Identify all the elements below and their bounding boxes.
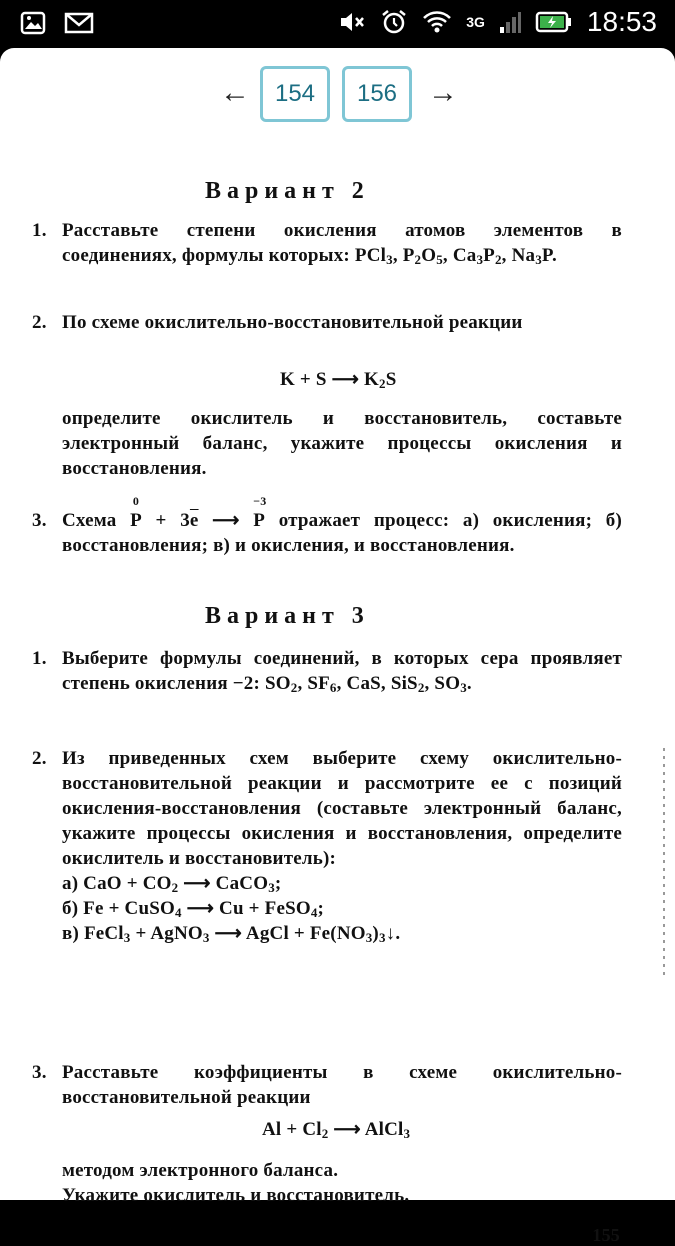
variant-2-task-2 bbox=[32, 310, 622, 335]
next-page-button[interactable]: 156 bbox=[342, 66, 412, 122]
option-a: а) CaO + $CO_2$ ⟶ CaCO$_3$; bbox=[62, 873, 282, 895]
oxidation-label: 0 bbox=[132, 494, 140, 508]
variant-3-task-1 bbox=[32, 646, 622, 696]
mute-icon bbox=[338, 9, 366, 35]
variant-3-title: Вариант 3 bbox=[205, 603, 370, 629]
task-text: Расставьте степени окисления атомов элементов в соединениях, формулы которых: bbox=[62, 220, 622, 266]
alarm-icon bbox=[380, 8, 408, 36]
variant-3-task-3-continued bbox=[62, 1158, 622, 1208]
task-text: Расставьте коэффициенты в схеме окислительно-восстановительной реакции bbox=[62, 1062, 622, 1108]
task-text: определите окислитель и восстановитель, составьте электронный баланс, укажите процессы окисления и восстановления. bbox=[62, 408, 622, 479]
task-formulas: PCl$_3$, $P_2O_5$, $Ca_3P_2$, $Na_3P$. bbox=[354, 245, 557, 267]
reader-page bbox=[0, 48, 675, 1245]
task-number: 2. bbox=[32, 312, 47, 333]
system-icons bbox=[338, 6, 657, 38]
task-text: отражает процесс: а) окисления; б) восстановления; в) и окисления, и восстановления. bbox=[62, 510, 622, 556]
variant-2-title: Вариант 2 bbox=[205, 178, 370, 204]
status-bar bbox=[0, 0, 675, 48]
task-text: Укажите окислитель и восстановитель. bbox=[62, 1185, 410, 1206]
wifi-icon bbox=[422, 9, 452, 35]
page-navigation bbox=[0, 66, 675, 126]
notification-icons bbox=[20, 10, 94, 36]
option-b: б) Fe + CuSO$_4$ ⟶ Cu + FeSO$_4$; bbox=[62, 898, 325, 920]
mail-icon bbox=[64, 10, 94, 36]
reaction-equation: K + S ⟶ $K_2S$ bbox=[280, 369, 397, 391]
task-text: По схеме окислительно-восстановительной реакции bbox=[62, 312, 523, 333]
oxidation-state-0: 0 P bbox=[130, 508, 142, 533]
task-text: Из приведенных схем выберите схему окислительно-восстановительной реакции и рассмотрите ее с позиций окисления-восстановления (составьте электронный баланс, укажите процессы окисления и восстановления, определите окислитель и восстановитель): bbox=[62, 748, 622, 869]
task-lead: Схема bbox=[62, 510, 117, 531]
task-formulas: $SO_2$, $SF_6$, CaS, SiS$_2$, $SO_3$. bbox=[264, 673, 472, 695]
task-number: 1. bbox=[32, 220, 47, 241]
prev-arrow-icon[interactable]: ← bbox=[220, 76, 250, 109]
page-edge-shadow bbox=[663, 748, 665, 978]
image-icon bbox=[20, 10, 46, 36]
option-c: в) FeCl$_3$ + AgNO$_3$ ⟶ AgCl + $Fe(NO_3)_3↓$. bbox=[62, 923, 401, 945]
task-number: 2. bbox=[32, 748, 47, 769]
signal-icon bbox=[499, 9, 521, 35]
task-number: 3. bbox=[32, 1062, 47, 1083]
task-text: Выберите формулы соединений, в которых сера проявляет степень окисления −2: bbox=[62, 648, 622, 694]
variant-3-task-2 bbox=[32, 746, 622, 946]
next-arrow-icon[interactable]: → bbox=[428, 76, 458, 109]
variant-2-task-1 bbox=[32, 218, 622, 268]
task-number: 1. bbox=[32, 648, 47, 669]
reaction-equation: $Al + Cl_2$ ⟶ AlCl$_3$ bbox=[262, 1119, 411, 1141]
prev-page-button[interactable]: 154 bbox=[260, 66, 330, 122]
task-text: методом электронного баланса. bbox=[62, 1160, 339, 1181]
variant-3-task-3 bbox=[32, 1060, 622, 1110]
task-number: 3. bbox=[32, 510, 47, 531]
battery-charging-icon bbox=[535, 10, 573, 34]
network-type: 3G bbox=[466, 14, 485, 30]
page-number: 155 bbox=[592, 1225, 620, 1245]
variant-2-task-3: 3. Схема 0 $P + 3\overline{e}$ ⟶ −3 P отражает процесс: а) окисления; б) восстановления; в) и окисления, и восстановления. bbox=[62, 508, 622, 558]
clock: 18:53 bbox=[586, 6, 657, 37]
variant-2-task-2-continued bbox=[62, 406, 622, 481]
oxidation-label: −3 bbox=[253, 494, 267, 508]
oxidation-state-minus-3: −3 P bbox=[253, 508, 265, 533]
